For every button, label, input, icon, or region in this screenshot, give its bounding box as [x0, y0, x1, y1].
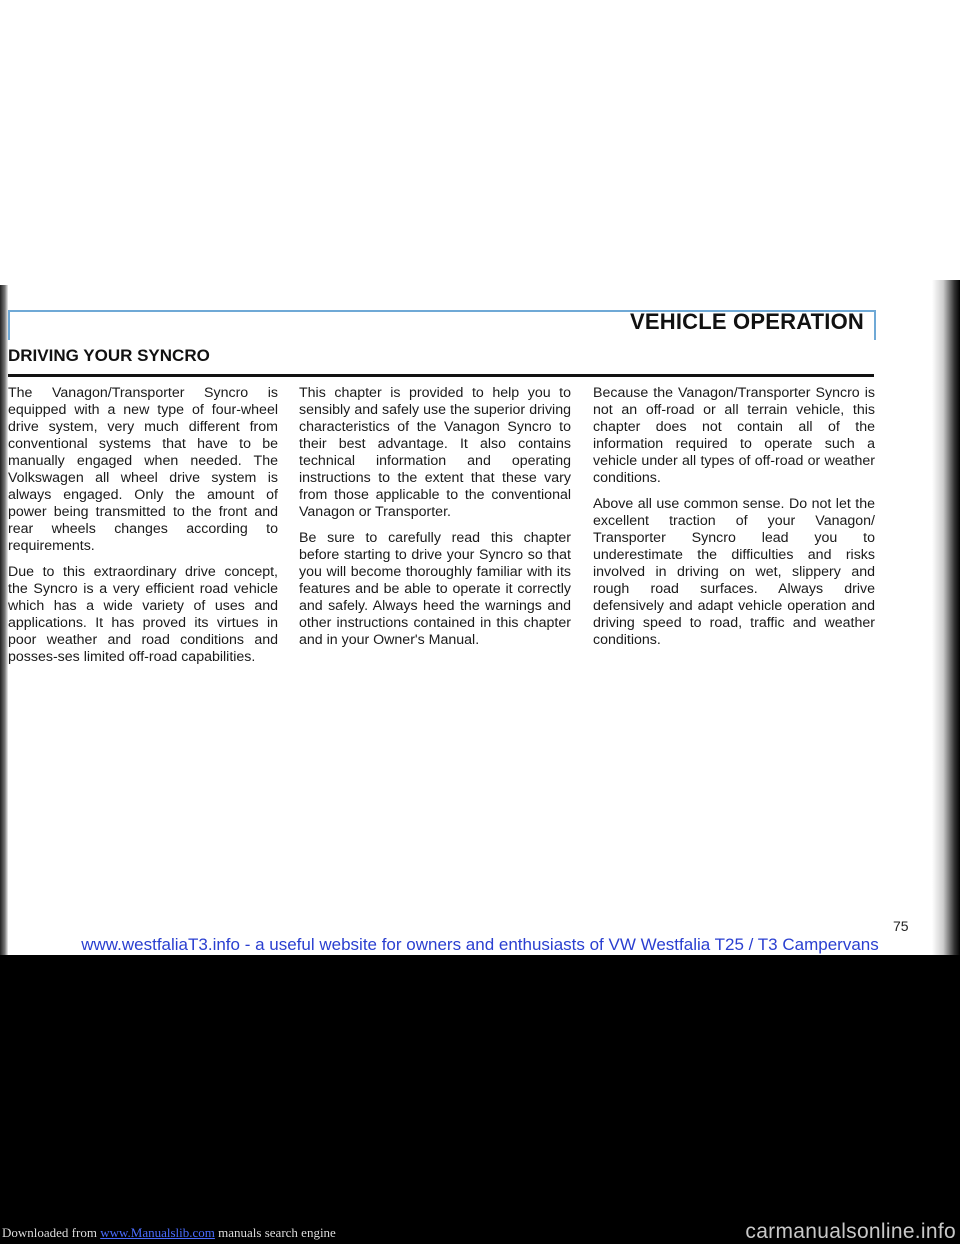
download-footer: [0, 1220, 960, 1243]
paragraph: The Vanagon/Transporter Syncro is equipped with a new type of four-wheel drive system, very much different from conventional systems that have to be manually engaged when needed. The Volkswagen all wheel drive system is always engaged. Only the amount of power being transmitted to the front and rear wheels changes according to requirements.: [8, 385, 278, 554]
text-column-1: [8, 385, 278, 675]
page-number: 75: [893, 918, 909, 934]
footer-prefix: Downloaded from: [2, 1225, 101, 1240]
footer-suffix: manuals search engine: [214, 1225, 336, 1240]
site-note-link[interactable]: www.westfaliaT3.info - a useful website for owners and enthusiasts of VW Westfalia T25 / T3 Campervans: [81, 935, 879, 954]
page-binding-shadow-right: [932, 280, 960, 955]
footer-attribution: [2, 1225, 336, 1241]
watermark-text: carmanualsonline.info: [745, 1220, 956, 1243]
paragraph: This chapter is provided to help you to sensibly and safely use the superior driving characteristics of the Vanagon Syncro to their best advantage. It also contains technical information and operating instructions to the extent that these vary from those applicable to the conventional Vanagon or Transporter.: [299, 385, 571, 520]
paragraph: Due to this extraordinary drive concept, the Syncro is a very efficient road vehicle which has a wide variety of uses and applications. It has proved its virtues in poor weather and road conditions and posses-ses limited off-road capabilities.: [8, 564, 278, 665]
text-column-3: [593, 385, 875, 658]
paragraph: Because the Vanagon/Transporter Syncro is not an off-road or all terrain vehicle, this chapter does not contain all of the information required to operate such a vehicle under all types of off-road or weather conditions.: [593, 385, 875, 486]
section-title: VEHICLE OPERATION: [629, 309, 864, 334]
paragraph: Above all use common sense. Do not let the excellent traction of your Vanagon/ Transporter Syncro lead you to underestimate the difficulties and risks involved in driving on wet, slippery and rough road surfaces. Always drive defensively and adapt vehicle operation and driving speed to road, traffic and weather conditions.: [593, 496, 875, 648]
title-rule: [8, 374, 874, 377]
page-binding-shadow-left: [0, 285, 8, 955]
text-column-2: [299, 385, 571, 658]
paragraph: Be sure to carefully read this chapter before starting to drive your Syncro so that you will become thoroughly familiar with its features and be able to operate it correctly and safely. Always heed the warnings and other instructions contained in this chapter and in your Owner's Manual.: [299, 530, 571, 648]
chapter-title: DRIVING YOUR SYNCRO: [8, 346, 210, 365]
manualslib-link[interactable]: www.Manualslib.com: [100, 1225, 215, 1240]
